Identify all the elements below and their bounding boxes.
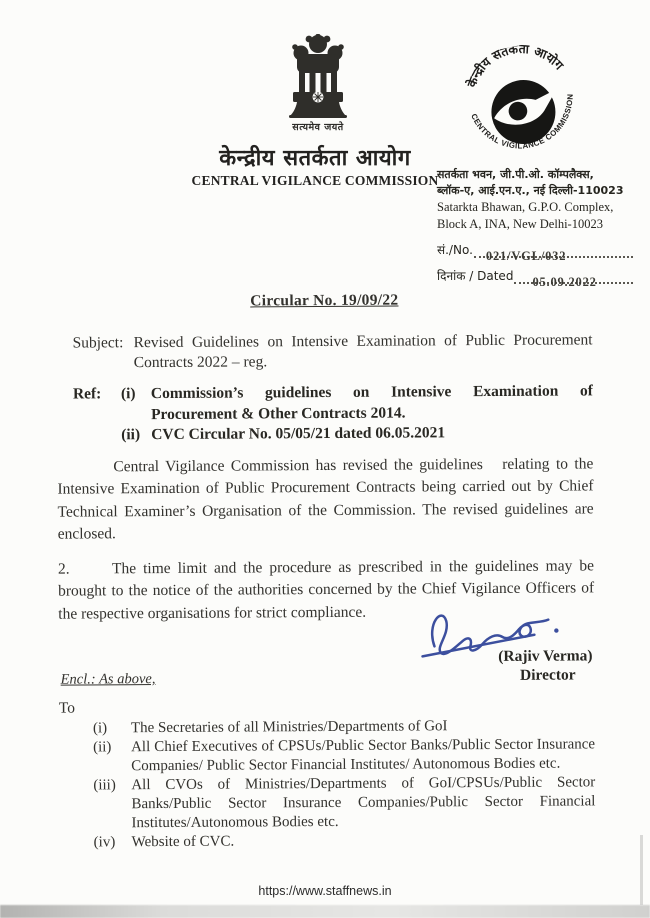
list-item-number: (ii) xyxy=(93,739,112,756)
circular-title: Circular No. 19/09/22 xyxy=(250,291,399,310)
reference-item xyxy=(121,422,593,445)
signature-area xyxy=(58,634,594,696)
logo-arc-text-hindi: केन्द्रीय सतर्कता आयोग xyxy=(464,41,567,90)
letter-number-dotted-line xyxy=(474,243,633,263)
letter-number-value: 021/VGL/032 xyxy=(485,249,567,263)
subject-text: Revised Guidelines on Intensive Examination of Public Procurement Contracts 2022 – reg. xyxy=(133,331,593,372)
address-hindi-line2: ब्लॉक-ए, आई.एन.ए., नई दिल्ली-110023 xyxy=(437,184,624,197)
list-item-number: (iv) xyxy=(93,834,116,851)
scan-edge-shadow xyxy=(0,905,650,918)
list-item xyxy=(59,735,595,776)
reference-item xyxy=(121,381,593,425)
org-name-hindi: केन्द्रीय सतर्कता आयोग xyxy=(219,146,411,171)
letter-date-dotted-line xyxy=(514,269,633,289)
paragraph-2-number: 2. xyxy=(57,560,70,578)
scan-streak-artifact xyxy=(640,835,643,905)
address-block xyxy=(437,167,643,233)
letter-date-line xyxy=(437,267,633,289)
cvc-eye-logo-icon xyxy=(447,34,599,186)
letter-number-label: सं./No. xyxy=(437,243,473,257)
emblem-motto: सत्यमेव जयते xyxy=(292,122,344,133)
cvc-logo xyxy=(447,34,599,186)
list-item-text: Website of CVC. xyxy=(131,833,235,851)
source-watermark-url: https://www.staffnews.in xyxy=(258,884,392,898)
list-item-text: All CVOs of Ministries/Departments of GoI/CPSUs/Public Sector Banks/Public Sector Insurance Companies/Public Sector Financial Institutes/Autonomous Bodies etc. xyxy=(131,774,596,832)
address-english-line1: Satarkta Bhawan, G.P.O. Complex, xyxy=(437,200,614,214)
reference-label: Ref: xyxy=(72,385,102,403)
reference-item-text: CVC Circular No. 05/05/21 dated 06.05.2021 xyxy=(151,424,446,444)
reference-item-text: Commission’s guidelines on Intensive Examination of Procurement & Other Contracts 2014. xyxy=(150,382,593,423)
enclosure-note: Encl.: As above, xyxy=(60,671,156,688)
letter-date-label: दिनांक / Dated xyxy=(437,269,514,283)
signatory-name: (Rajiv Verma) xyxy=(498,647,593,665)
reference-item-number: (ii) xyxy=(121,426,141,444)
list-item xyxy=(60,830,596,852)
signatory-designation: Director xyxy=(519,666,576,684)
letter-number-line xyxy=(437,241,633,263)
list-item xyxy=(59,773,595,833)
ashoka-emblem xyxy=(281,34,355,133)
ashoka-emblem-icon xyxy=(287,34,349,119)
letter-body xyxy=(56,290,595,852)
reference-item-number: (i) xyxy=(120,385,136,403)
letter-date-value: 05.09.2022 xyxy=(532,275,597,289)
to-label: To xyxy=(58,699,76,717)
org-name-english: CENTRAL VIGILANCE COMMISSION xyxy=(191,173,439,188)
list-item-text: The Secretaries of all Ministries/Departments of GoI xyxy=(130,718,448,737)
list-item-number: (iii) xyxy=(93,777,116,794)
subject-label: Subject: xyxy=(72,334,124,352)
logo-arc-text-english: CENTRAL VIGILANCE COMMISSION xyxy=(469,93,575,151)
distribution-list xyxy=(59,716,596,852)
reference-row xyxy=(57,381,593,446)
address-english-line2: Block A, INA, New Delhi-10023 xyxy=(437,217,603,231)
subject-row xyxy=(57,330,593,373)
paragraph-1: Central Vigilance Commission has revised the guidelines relating to the Intensive Examination of Public Procurement Contracts being carried out by Chief Technical Examiner’s Organisation of the Commission. The revised guidelines are enclosed. xyxy=(57,454,594,543)
list-item-text: All Chief Executives of CPSUs/Public Sector Banks/Public Sector Insurance Companies/ Public Sector Financial Institutes/ Autonomous Bodies etc. xyxy=(131,736,596,775)
list-item-number: (i) xyxy=(92,720,108,737)
address-hindi-line1: सतर्कता भवन, जी.पी.ओ. कॉम्पलैक्स, xyxy=(437,168,594,181)
paragraph-2-text: The time limit and the procedure as prescribed in the guidelines may be brought to the notice of the authorities concerned by the Chief Vigilance Officers of the respective organisations for strict compliance. xyxy=(58,556,595,623)
